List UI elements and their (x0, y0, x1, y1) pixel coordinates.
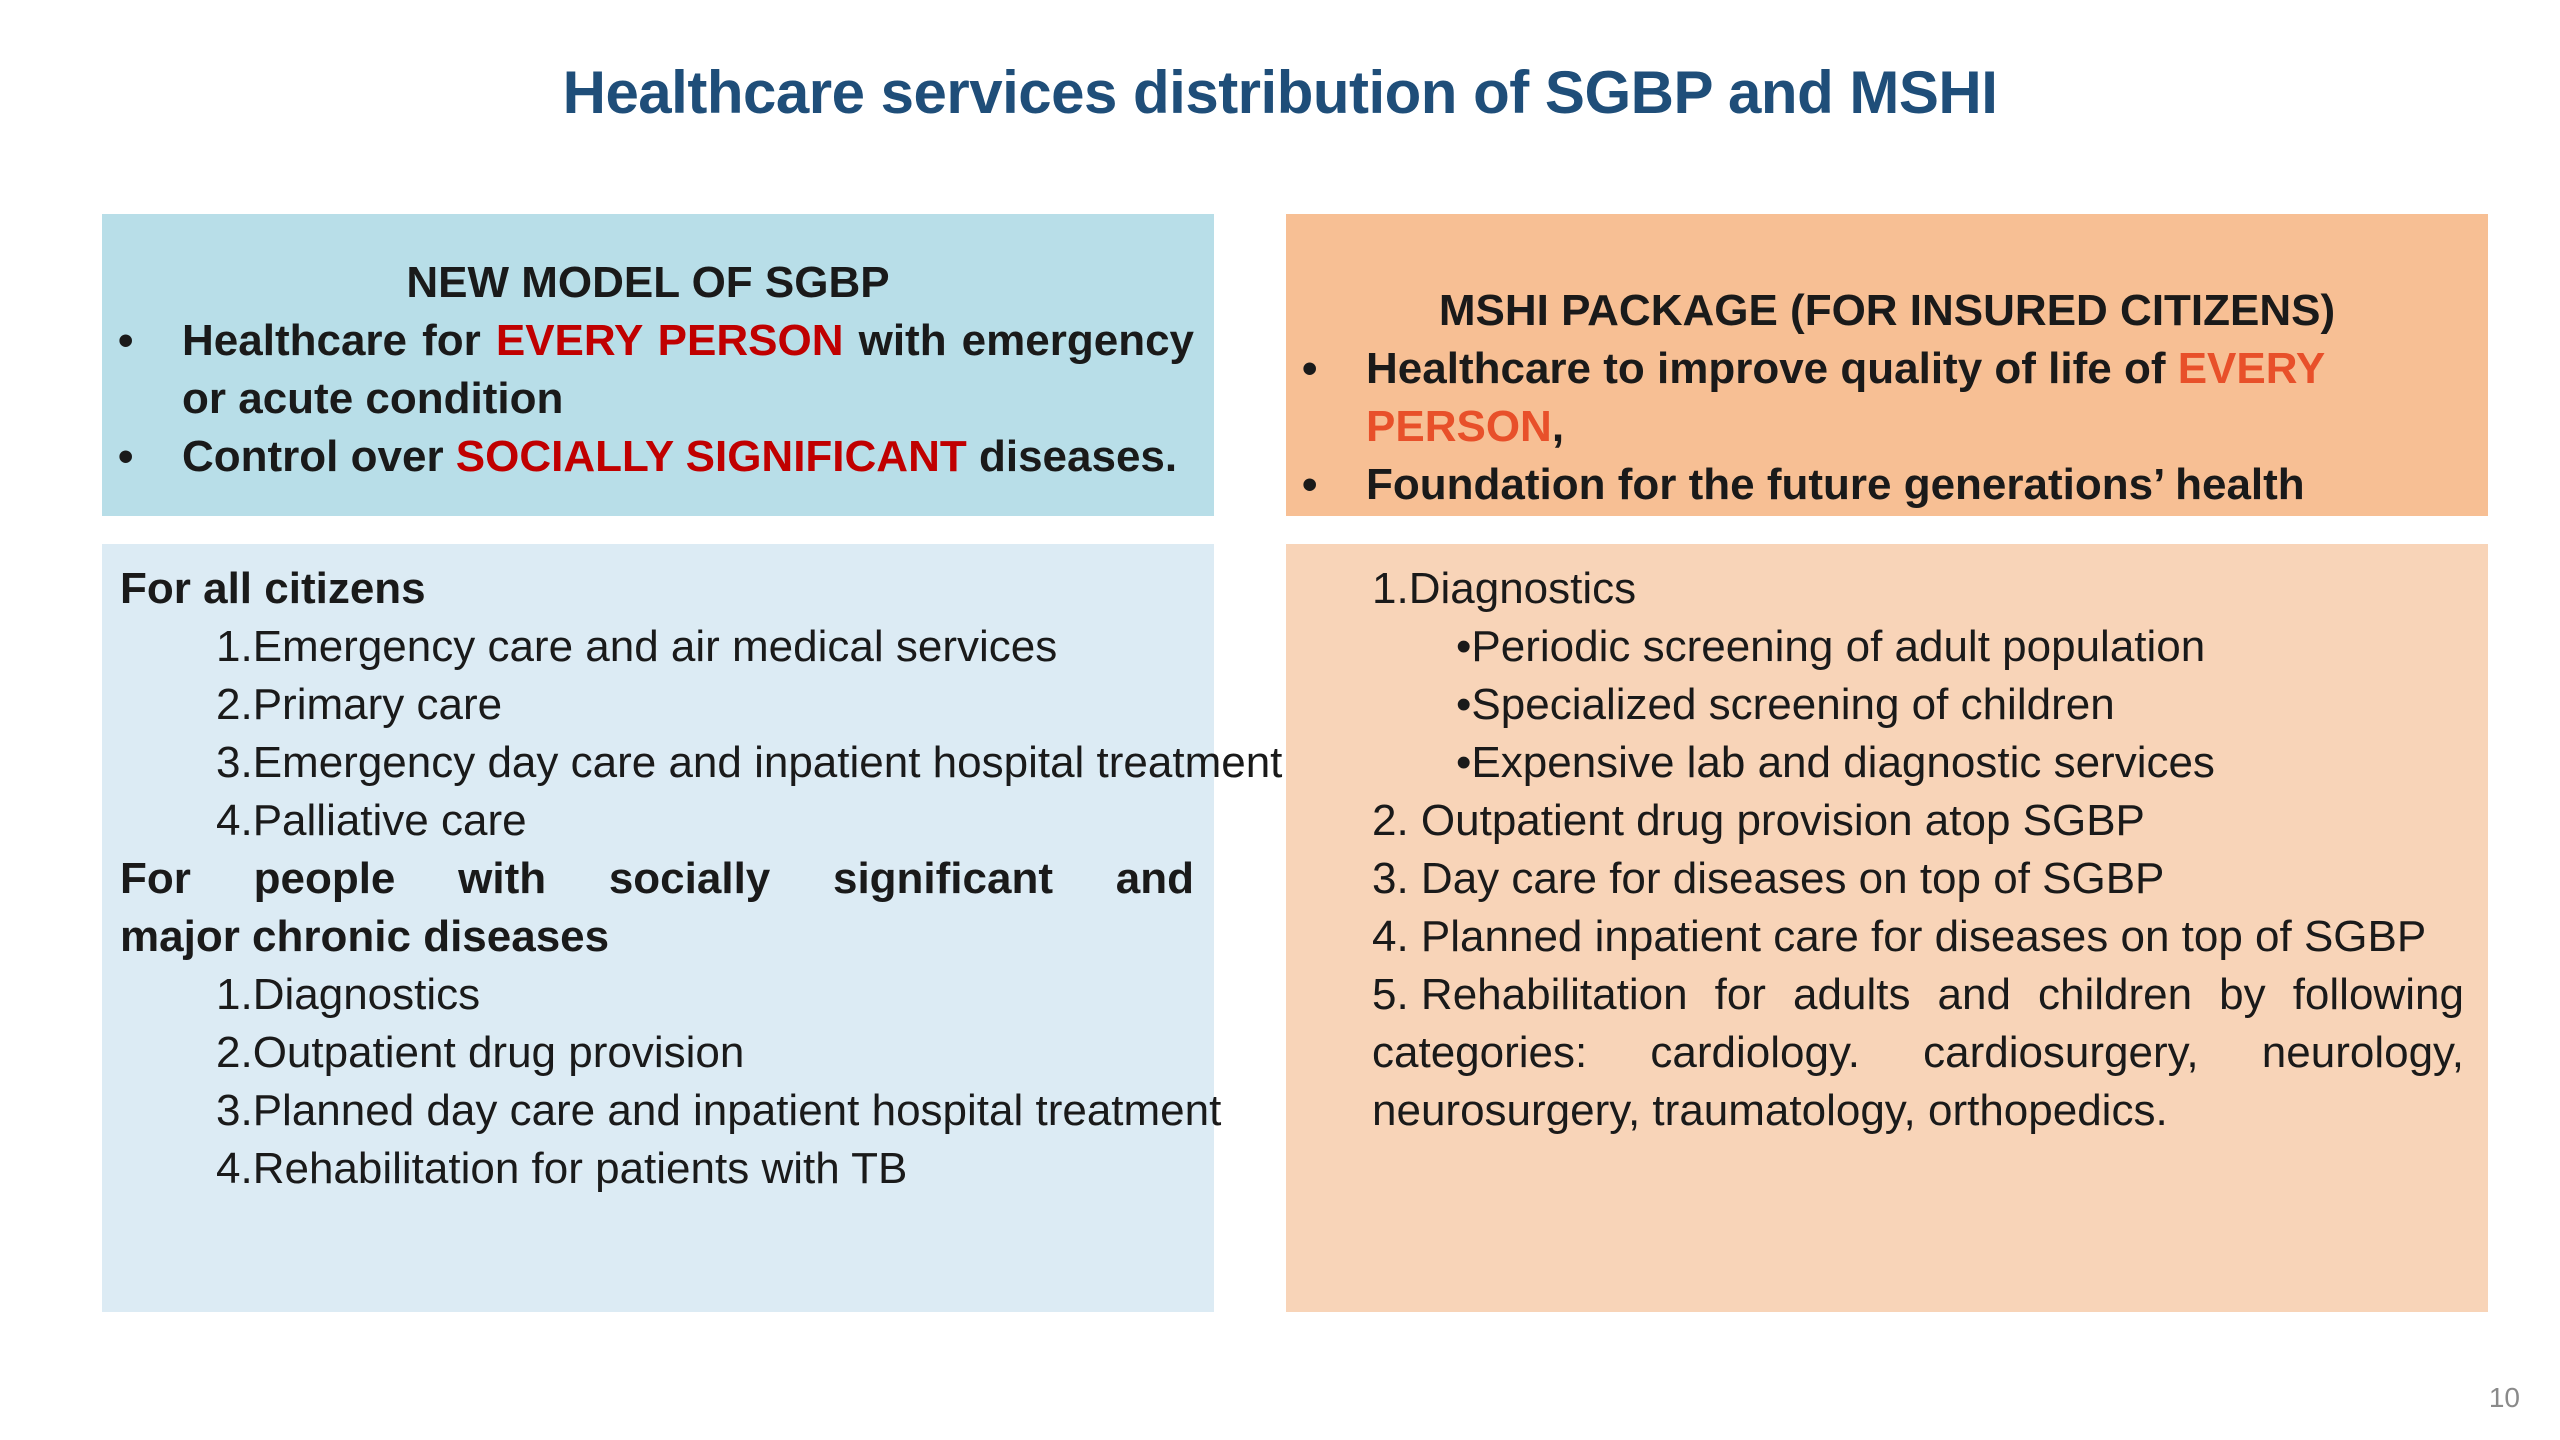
sgbp-bullet-list (102, 312, 1194, 486)
bullet-icon: • (1302, 460, 1318, 509)
highlight-every-person: EVERY PERSON (495, 316, 844, 365)
highlight-socially-significant: SOCIALLY SIGNIFICANT (455, 432, 967, 481)
sub-list-item: •Specialized screening of children (1456, 680, 2115, 729)
sub-list-item: •Expensive lab and diagnostic services (1456, 738, 2215, 787)
mshi-header-panel (1286, 214, 2488, 516)
group-title-line2: major chronic diseases (120, 912, 610, 961)
mshi-bullet-list (1286, 340, 2488, 514)
list-item: 1.Diagnostics (216, 970, 481, 1019)
sub-list-item: •Periodic screening of adult population (1456, 622, 2206, 671)
group-title-socially-significant: For people with socially significant and (120, 854, 1194, 903)
list-item: 1.Emergency care and air medical services (216, 622, 1058, 671)
mshi-bullet-future-generations: • Foundation for the future generations’ health (1286, 456, 2488, 514)
list-item: 4. Planned inpatient care for diseases on top of SGBP (1372, 912, 2427, 961)
highlight-every-person: EVERY PERSON (1366, 344, 2325, 451)
bullet-icon: • (118, 432, 134, 481)
sgbp-heading: NEW MODEL OF SGBP (406, 258, 890, 307)
list-item-rehabilitation-line3: neurosurgery, traumatology, orthopedics. (1372, 1086, 2168, 1135)
list-item: 3. Day care for diseases on top of SGBP (1372, 854, 2165, 903)
mshi-bullet-every-person: • Healthcare to improve quality of life of EVERY PERSON, (1286, 340, 2488, 456)
bullet-icon: • (1302, 344, 1318, 393)
mshi-heading: MSHI PACKAGE (FOR INSURED CITIZENS) (1438, 286, 2336, 335)
page-number: 10 (2488, 1382, 2520, 1413)
list-item-rehabilitation: 5. Rehabilitation for adults and children by following (1372, 970, 2464, 1019)
list-item-diagnostics: 1.Diagnostics (1372, 564, 1637, 613)
list-item: 3.Emergency day care and inpatient hospital treatment (216, 738, 1283, 787)
list-item: 2. Outpatient drug provision atop SGBP (1372, 796, 2145, 845)
bullet-icon: • (118, 316, 134, 365)
sgbp-header-panel (102, 214, 1214, 516)
sgbp-bullet-socially-significant: • Control over SOCIALLY SIGNIFICANT diseases. (102, 428, 1194, 486)
list-item: 3.Planned day care and inpatient hospital treatment (216, 1086, 1222, 1135)
list-item: 4.Rehabilitation for patients with TB (216, 1144, 908, 1193)
list-item: 2.Outpatient drug provision (216, 1028, 745, 1077)
slide-title: Healthcare services distribution of SGBP and MSHI (562, 59, 1998, 126)
list-item: 4.Palliative care (216, 796, 527, 845)
sgbp-services-panel (102, 544, 1283, 1312)
group-title-all-citizens: For all citizens (120, 564, 426, 613)
mshi-services-panel (1286, 544, 2488, 1312)
list-item-rehabilitation-line2: categories: cardiology. cardiosurgery, neurology, (1372, 1028, 2464, 1077)
list-item: 2.Primary care (216, 680, 503, 729)
sgbp-bullet-every-person: • Healthcare for EVERY PERSON with emergency or acute condition (102, 312, 1194, 428)
